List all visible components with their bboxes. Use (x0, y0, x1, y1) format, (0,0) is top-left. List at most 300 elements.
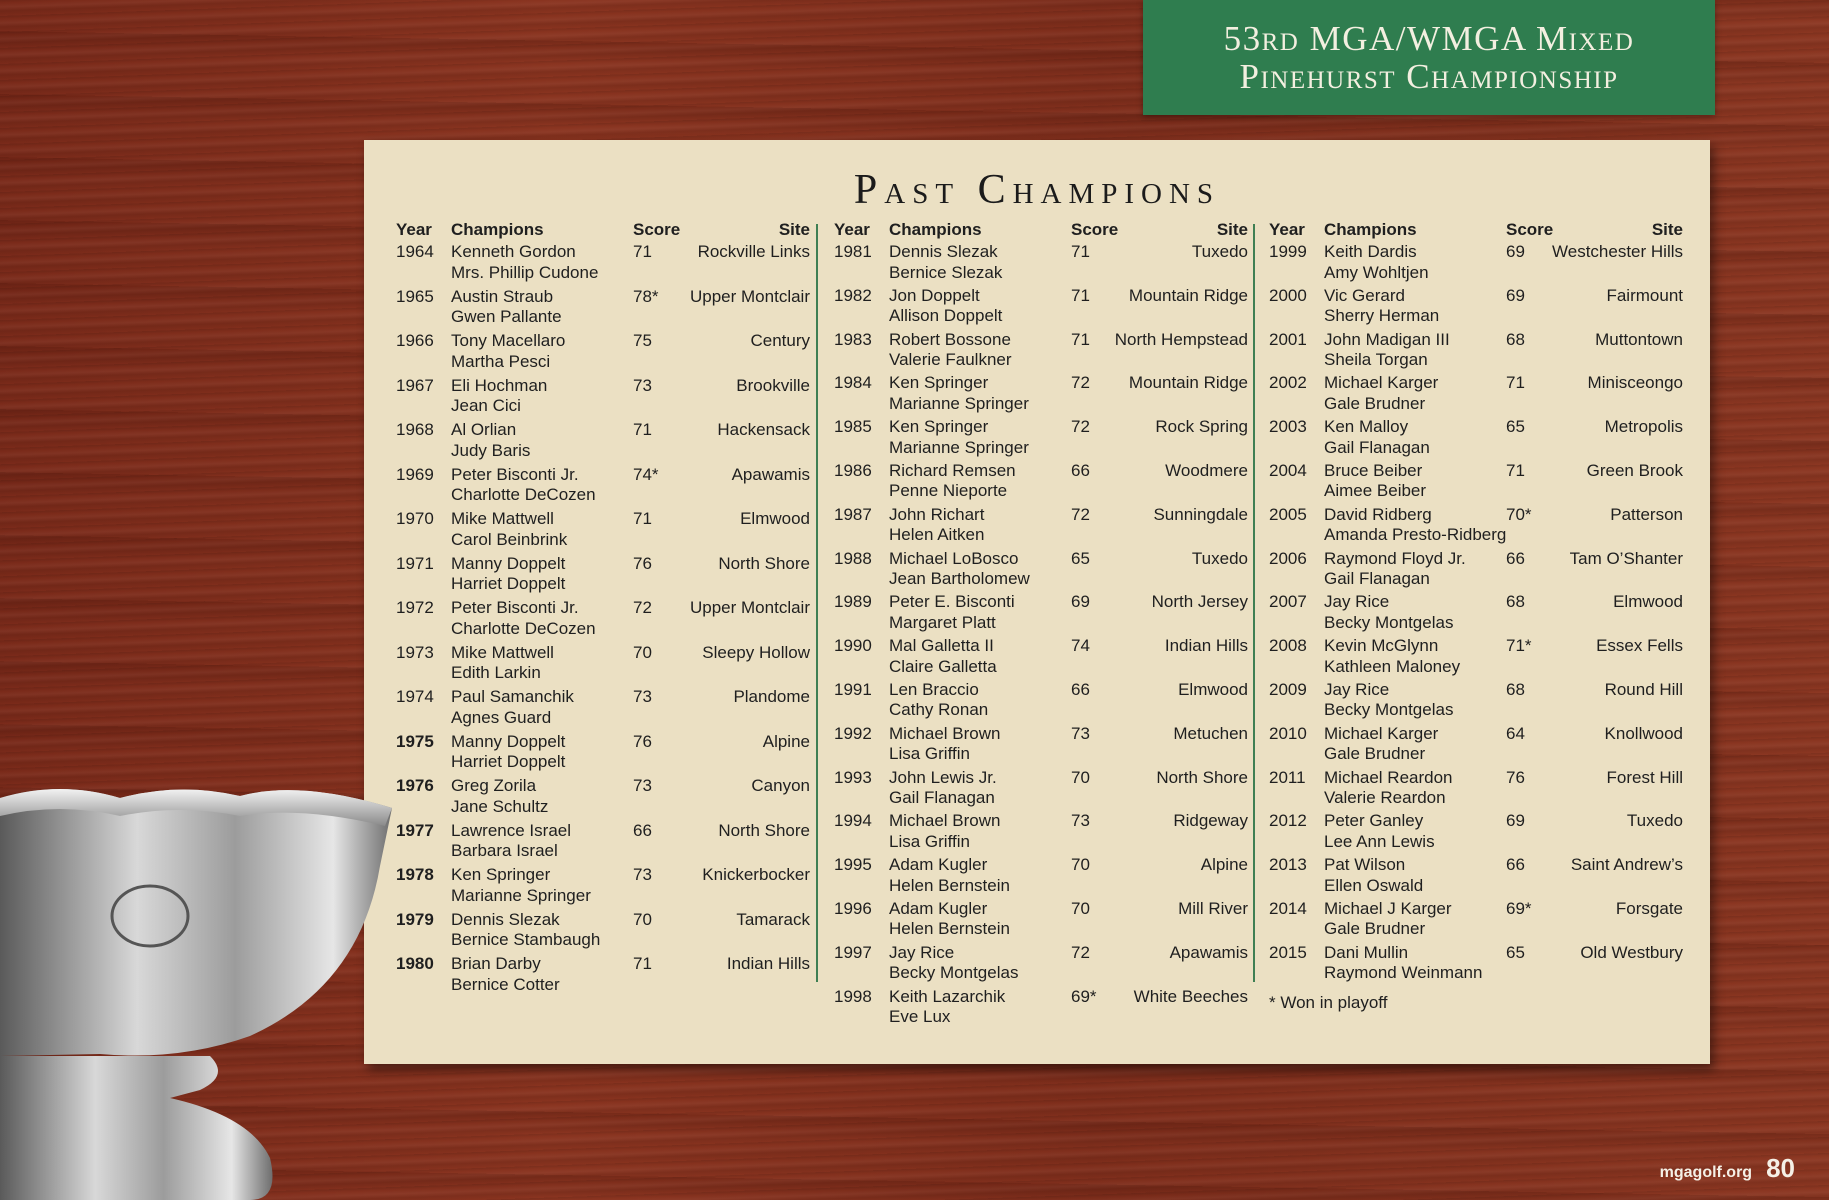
event-banner (1143, 0, 1715, 115)
year-cell: 1969 (396, 464, 434, 484)
champion-name: Ken Springer (451, 865, 551, 884)
score-cell: 71 (1071, 329, 1090, 349)
score-cell: 66 (1506, 855, 1525, 875)
year-cell: 2011 (1269, 767, 1306, 787)
table-row (1269, 330, 1683, 374)
table-row (834, 943, 1248, 987)
champion-name: Manny Doppelt (451, 553, 566, 573)
champion-name: Raymond Floyd Jr. (1324, 548, 1466, 568)
champion-name: Becky Montgelas (1324, 612, 1454, 632)
champions-cell (1324, 242, 1429, 283)
score-cell: 71 (633, 420, 652, 439)
champion-name: Mal Galletta II (889, 636, 994, 656)
champion-name: Barbara Israel (451, 841, 558, 860)
champion-name: Mike Mattwell (451, 509, 554, 528)
score-cell: 69 (1506, 811, 1525, 831)
champion-name: Martha Pesci (451, 351, 551, 371)
year-cell: 2012 (1269, 811, 1307, 831)
champions-cell (451, 954, 560, 995)
score-cell: 71 (1071, 242, 1090, 261)
score-cell: 66 (1506, 548, 1525, 568)
score-cell: 71 (633, 509, 652, 528)
champion-name: Greg Zorila (451, 776, 537, 795)
table-row (1269, 417, 1683, 461)
champions-cell (889, 373, 1029, 414)
score-cell: 73 (633, 865, 652, 884)
site-cell: Plandome (733, 687, 810, 706)
table-row (396, 465, 810, 510)
score-cell: 76 (633, 553, 652, 573)
champion-name: Bernice Cotter (451, 974, 560, 994)
table-row (1269, 549, 1683, 593)
header-champions: Champions (451, 220, 544, 239)
table-row (396, 732, 810, 777)
site-cell: Indian Hills (1164, 636, 1248, 656)
table-row (396, 554, 810, 599)
champion-name: John Richart (889, 504, 985, 524)
champion-name: Jane Schultz (451, 796, 549, 816)
site-cell: Patterson (1610, 504, 1683, 524)
table-row (834, 724, 1248, 768)
site-cell: Century (750, 331, 810, 350)
champions-cell (1324, 592, 1453, 633)
column-header-row (1269, 216, 1683, 242)
year-cell: 1981 (834, 242, 872, 261)
table-row (1269, 242, 1683, 286)
site-cell: Tam O’Shanter (1569, 548, 1683, 568)
champion-name: Ken Springer (889, 373, 989, 393)
year-cell: 2005 (1269, 504, 1307, 524)
champion-name: Gale Brudner (1324, 744, 1426, 764)
champion-name: Kenneth Gordon (451, 242, 576, 261)
champions-cell (889, 286, 1002, 327)
champion-name: Carol Beinbrink (451, 529, 568, 549)
champion-name: Gwen Pallante (451, 307, 562, 326)
champions-cell (1324, 417, 1430, 458)
past-champions-panel (364, 140, 1710, 1064)
site-cell: Minisceongo (1587, 373, 1683, 393)
site-cell: Apawamis (1169, 942, 1248, 962)
score-cell: 73 (633, 375, 652, 395)
champions-cell (889, 811, 1001, 852)
champion-name: Kathleen Maloney (1324, 656, 1461, 676)
site-cell: Ridgeway (1173, 811, 1248, 831)
champions-cell (1324, 330, 1450, 371)
table-row (1269, 461, 1683, 505)
table-row (396, 776, 810, 821)
site-cell: North Shore (718, 820, 810, 840)
header-score: Score (1071, 220, 1119, 239)
table-row (834, 680, 1248, 724)
champion-name: Jean Bartholomew (889, 569, 1030, 589)
champions-cell (889, 768, 997, 809)
champion-name: Richard Remsen (889, 460, 1016, 480)
site-cell: Tuxedo (1626, 811, 1683, 831)
champions-cell (889, 505, 984, 546)
champion-name: Robert Bossone (889, 329, 1011, 349)
year-cell: 1991 (834, 679, 872, 699)
header-champions: Champions (1324, 220, 1417, 239)
champions-cell (451, 776, 548, 817)
site-cell: Tamarack (736, 909, 810, 929)
year-cell: 1993 (834, 767, 872, 787)
table-row (834, 768, 1248, 812)
champion-name: Bruce Beiber (1324, 460, 1423, 480)
table-row (396, 643, 810, 688)
page-footer (1660, 1153, 1795, 1184)
score-cell: 68 (1506, 592, 1525, 612)
year-cell: 2013 (1269, 855, 1307, 875)
table-row (396, 598, 810, 643)
year-cell: 2014 (1269, 898, 1307, 918)
year-cell: 1977 (396, 820, 434, 840)
year-cell: 1982 (834, 285, 872, 305)
champion-name: Allison Doppelt (889, 306, 1003, 326)
champion-name: Jean Cici (451, 396, 521, 415)
site-cell: Essex Fells (1596, 636, 1683, 656)
score-cell: 72 (1071, 942, 1090, 962)
table-row (1269, 724, 1683, 768)
score-cell: 68 (1506, 679, 1525, 699)
table-row (1269, 286, 1683, 330)
year-cell: 1968 (396, 420, 434, 439)
header-year: Year (1269, 220, 1305, 239)
champions-column-1 (396, 216, 810, 999)
score-cell: 70 (1071, 767, 1090, 787)
champions-cell (889, 855, 1010, 896)
year-cell: 1995 (834, 855, 872, 875)
score-cell: 71 (1506, 373, 1525, 393)
site-cell: Sleepy Hollow (702, 642, 810, 662)
champion-name: Cathy Ronan (889, 700, 989, 720)
year-cell: 2004 (1269, 460, 1307, 480)
champion-name: Penne Nieporte (889, 481, 1008, 501)
site-cell: Elmwood (740, 509, 810, 528)
year-cell: 1980 (396, 954, 434, 973)
champions-cell (889, 943, 1018, 984)
year-cell: 1985 (834, 417, 872, 437)
score-cell: 70 (633, 909, 652, 929)
score-cell: 66 (1071, 679, 1090, 699)
year-cell: 2009 (1269, 679, 1307, 699)
table-row (396, 865, 810, 910)
year-cell: 1966 (396, 331, 434, 350)
year-cell: 2006 (1269, 548, 1307, 568)
champion-name: Ken Springer (889, 417, 989, 437)
champion-name: Lawrence Israel (451, 820, 572, 840)
champions-cell (889, 461, 1016, 502)
champions-cell (889, 417, 1029, 458)
champions-cell (889, 549, 1030, 590)
year-cell: 1994 (834, 811, 872, 831)
table-row (396, 687, 810, 732)
table-row (834, 330, 1248, 374)
champions-cell (1324, 286, 1439, 327)
score-cell: 72 (1071, 373, 1090, 393)
champion-name: Tony Macellaro (451, 331, 566, 350)
champion-name: Michael Reardon (1324, 767, 1453, 787)
champion-name: Pat Wilson (1324, 855, 1406, 875)
site-cell: White Beeches (1133, 986, 1248, 1006)
page-title: Past Champions (853, 167, 1221, 213)
champion-name: Raymond Weinmann (1324, 963, 1483, 983)
champions-cell (1324, 724, 1438, 765)
champions-cell (451, 910, 600, 951)
champion-name: Lisa Griffin (889, 831, 970, 851)
score-cell: 76 (1506, 767, 1525, 787)
champion-name: Eli Hochman (451, 375, 548, 395)
year-cell: 2000 (1269, 285, 1307, 305)
champion-name: Michael LoBosco (889, 548, 1019, 568)
champions-cell (1324, 943, 1482, 984)
table-row (1269, 373, 1683, 417)
site-cell: Elmwood (1178, 679, 1248, 699)
year-cell: 2001 (1269, 329, 1307, 349)
site-cell: North Shore (718, 553, 810, 573)
champion-name: Edith Larkin (451, 663, 541, 682)
year-cell: 2008 (1269, 636, 1307, 656)
site-cell: Knickerbocker (702, 865, 810, 884)
champion-name: Sherry Herman (1324, 306, 1440, 326)
header-score: Score (633, 220, 681, 239)
header-year: Year (396, 220, 432, 239)
champion-name: Gail Flanagan (1324, 569, 1430, 589)
year-cell: 1999 (1269, 242, 1307, 261)
table-row (834, 373, 1248, 417)
champion-name: Bernice Stambaugh (451, 930, 601, 949)
table-row (834, 549, 1248, 593)
champions-cell (889, 242, 1002, 283)
score-cell: 71 (633, 954, 652, 973)
champions-cell (1324, 373, 1438, 414)
champions-cell (889, 987, 1005, 1028)
score-cell: 70 (1071, 855, 1090, 875)
champion-name: Al Orlian (451, 420, 517, 439)
score-cell: 72 (633, 598, 652, 617)
champions-cell (451, 687, 574, 728)
score-cell: 71 (1506, 460, 1525, 480)
site-cell: Apawamis (731, 464, 810, 484)
year-cell: 1997 (834, 942, 872, 962)
score-cell: 65 (1506, 942, 1525, 962)
table-row (396, 954, 810, 999)
header-site: Site (1216, 220, 1248, 239)
site-cell: Saint Andrew’s (1570, 855, 1683, 875)
table-row (1269, 505, 1683, 549)
site-cell: Old Westbury (1580, 942, 1683, 962)
champion-name: Paul Samanchik (451, 687, 574, 706)
champion-name: Peter E. Bisconti (889, 592, 1015, 612)
site-cell: Upper Montclair (690, 286, 810, 306)
site-cell: Canyon (751, 776, 810, 795)
site-cell: Tuxedo (1191, 548, 1248, 568)
table-row (396, 242, 810, 287)
champion-name: Michael Karger (1324, 723, 1439, 743)
site-cell: Forsgate (1615, 898, 1683, 918)
champion-name: Michael Brown (889, 811, 1001, 831)
champions-cell (451, 376, 547, 417)
champion-name: Michael Brown (889, 723, 1001, 743)
champions-cell (889, 330, 1012, 371)
score-cell: 70 (633, 642, 652, 662)
year-cell: 1974 (396, 687, 434, 706)
champion-name: Adam Kugler (889, 855, 988, 875)
table-row (834, 417, 1248, 461)
year-cell: 1990 (834, 636, 872, 656)
year-cell: 1988 (834, 548, 872, 568)
champions-cell (1324, 505, 1506, 546)
champion-name: Adam Kugler (889, 898, 988, 918)
year-cell: 2007 (1269, 592, 1307, 612)
champion-name: Gail Flanagan (889, 788, 995, 808)
column-header-row (834, 216, 1248, 242)
champion-name: Becky Montgelas (1324, 700, 1454, 720)
champion-name: Helen Aitken (889, 525, 985, 545)
score-cell: 68 (1506, 329, 1525, 349)
champion-name: Keith Dardis (1324, 242, 1417, 261)
table-row (834, 987, 1248, 1031)
year-cell: 1964 (396, 242, 434, 261)
champions-cell (451, 331, 565, 372)
site-cell: Elmwood (1613, 592, 1683, 612)
banner-line-1: 53rd MGA/WMGA Mixed (1223, 19, 1635, 58)
score-cell: 65 (1506, 417, 1525, 437)
score-cell: 74* (633, 464, 659, 484)
champion-name: Judy Baris (451, 440, 531, 460)
champion-name: Helen Bernstein (889, 919, 1010, 939)
table-row (834, 855, 1248, 899)
champion-name: Claire Galletta (889, 656, 997, 676)
site-cell: Muttontown (1595, 329, 1683, 349)
site-cell: Westchester Hills (1552, 242, 1683, 261)
year-cell: 1978 (396, 865, 434, 884)
table-row (1269, 855, 1683, 899)
table-row (396, 376, 810, 421)
site-cell: North Hempstead (1114, 329, 1248, 349)
champion-name: Len Braccio (889, 679, 979, 699)
champion-name: Brian Darby (451, 954, 541, 973)
champions-column-2 (834, 216, 1248, 1030)
year-cell: 1984 (834, 373, 872, 393)
champions-cell (451, 465, 596, 506)
champions-cell (451, 509, 567, 550)
champion-name: Keith Lazarchik (889, 986, 1006, 1006)
year-cell: 2002 (1269, 373, 1307, 393)
champion-name: Gail Flanagan (1324, 437, 1430, 457)
site-cell: Knollwood (1604, 723, 1683, 743)
champion-name: John Lewis Jr. (889, 767, 997, 787)
champions-cell (451, 242, 598, 283)
year-cell: 2010 (1269, 723, 1307, 743)
year-cell: 1992 (834, 723, 872, 743)
champion-name: Marianne Springer (889, 437, 1029, 457)
champions-cell (889, 636, 997, 677)
table-row (396, 331, 810, 376)
year-cell: 1975 (396, 731, 434, 751)
score-cell: 76 (633, 731, 652, 751)
year-cell: 1998 (834, 986, 872, 1006)
table-row (1269, 636, 1683, 680)
champion-name: Aimee Beiber (1324, 481, 1427, 501)
header-site: Site (1651, 220, 1683, 239)
site-cell: Green Brook (1586, 460, 1683, 480)
column-divider (816, 224, 818, 982)
trophy-bowl-image (0, 786, 400, 1200)
header-score: Score (1506, 220, 1554, 239)
year-cell: 1967 (396, 375, 434, 395)
score-cell: 69* (1071, 986, 1097, 1006)
site-cell: Fairmount (1606, 285, 1683, 305)
table-row (396, 821, 810, 866)
score-cell: 74 (1071, 636, 1090, 656)
champion-name: Jay Rice (889, 942, 955, 962)
score-cell: 66 (633, 820, 652, 840)
table-row (834, 505, 1248, 549)
site-cell: Upper Montclair (690, 598, 810, 617)
champions-cell (451, 554, 565, 595)
footer-website: mgagolf.org (1659, 1164, 1753, 1181)
year-cell: 1996 (834, 898, 872, 918)
site-cell: Sunningdale (1153, 504, 1248, 524)
champion-name: Agnes Guard (451, 707, 552, 727)
score-cell: 73 (633, 687, 652, 706)
champions-cell (1324, 811, 1435, 852)
champion-name: Manny Doppelt (451, 731, 566, 751)
site-cell: Rockville Links (697, 242, 810, 261)
champion-name: Marianne Springer (889, 393, 1029, 413)
champion-name: Ellen Oswald (1324, 875, 1424, 895)
champion-name: Ken Malloy (1324, 417, 1409, 437)
champion-name: Mrs. Phillip Cudone (451, 262, 599, 282)
table-row (396, 910, 810, 955)
champion-name: Marianne Springer (451, 885, 591, 905)
year-cell: 1965 (396, 286, 434, 306)
site-cell: Alpine (762, 731, 810, 751)
table-row (396, 287, 810, 332)
score-cell: 73 (1071, 811, 1090, 831)
column-header-row (396, 216, 810, 242)
score-cell: 78* (633, 286, 659, 306)
year-cell: 1987 (834, 504, 872, 524)
champion-name: Kevin McGlynn (1324, 636, 1439, 656)
champions-cell (1324, 855, 1423, 896)
table-row (396, 509, 810, 554)
year-cell: 1983 (834, 329, 872, 349)
score-cell: 72 (1071, 504, 1090, 524)
header-champions: Champions (889, 220, 982, 239)
site-cell: Metropolis (1604, 417, 1683, 437)
champion-name: Michael J Karger (1324, 898, 1452, 918)
score-cell: 70 (1071, 898, 1090, 918)
site-cell: Indian Hills (726, 954, 810, 973)
champion-name: Harriet Doppelt (451, 752, 566, 771)
champion-name: Gale Brudner (1324, 393, 1426, 413)
score-cell: 71* (1506, 636, 1532, 656)
year-cell: 1971 (396, 553, 434, 573)
champion-name: Becky Montgelas (889, 963, 1019, 983)
champion-name: Amy Wohltjen (1324, 262, 1429, 282)
header-year: Year (834, 220, 870, 239)
champion-name: Michael Karger (1324, 373, 1439, 393)
champions-cell (451, 732, 565, 773)
score-cell: 65 (1071, 548, 1090, 568)
champion-name: Lee Ann Lewis (1324, 831, 1435, 851)
site-cell: Brookville (736, 375, 810, 395)
table-row (1269, 768, 1683, 812)
site-cell: Mill River (1178, 898, 1248, 918)
score-cell: 75 (633, 331, 652, 350)
champions-cell (451, 598, 596, 639)
